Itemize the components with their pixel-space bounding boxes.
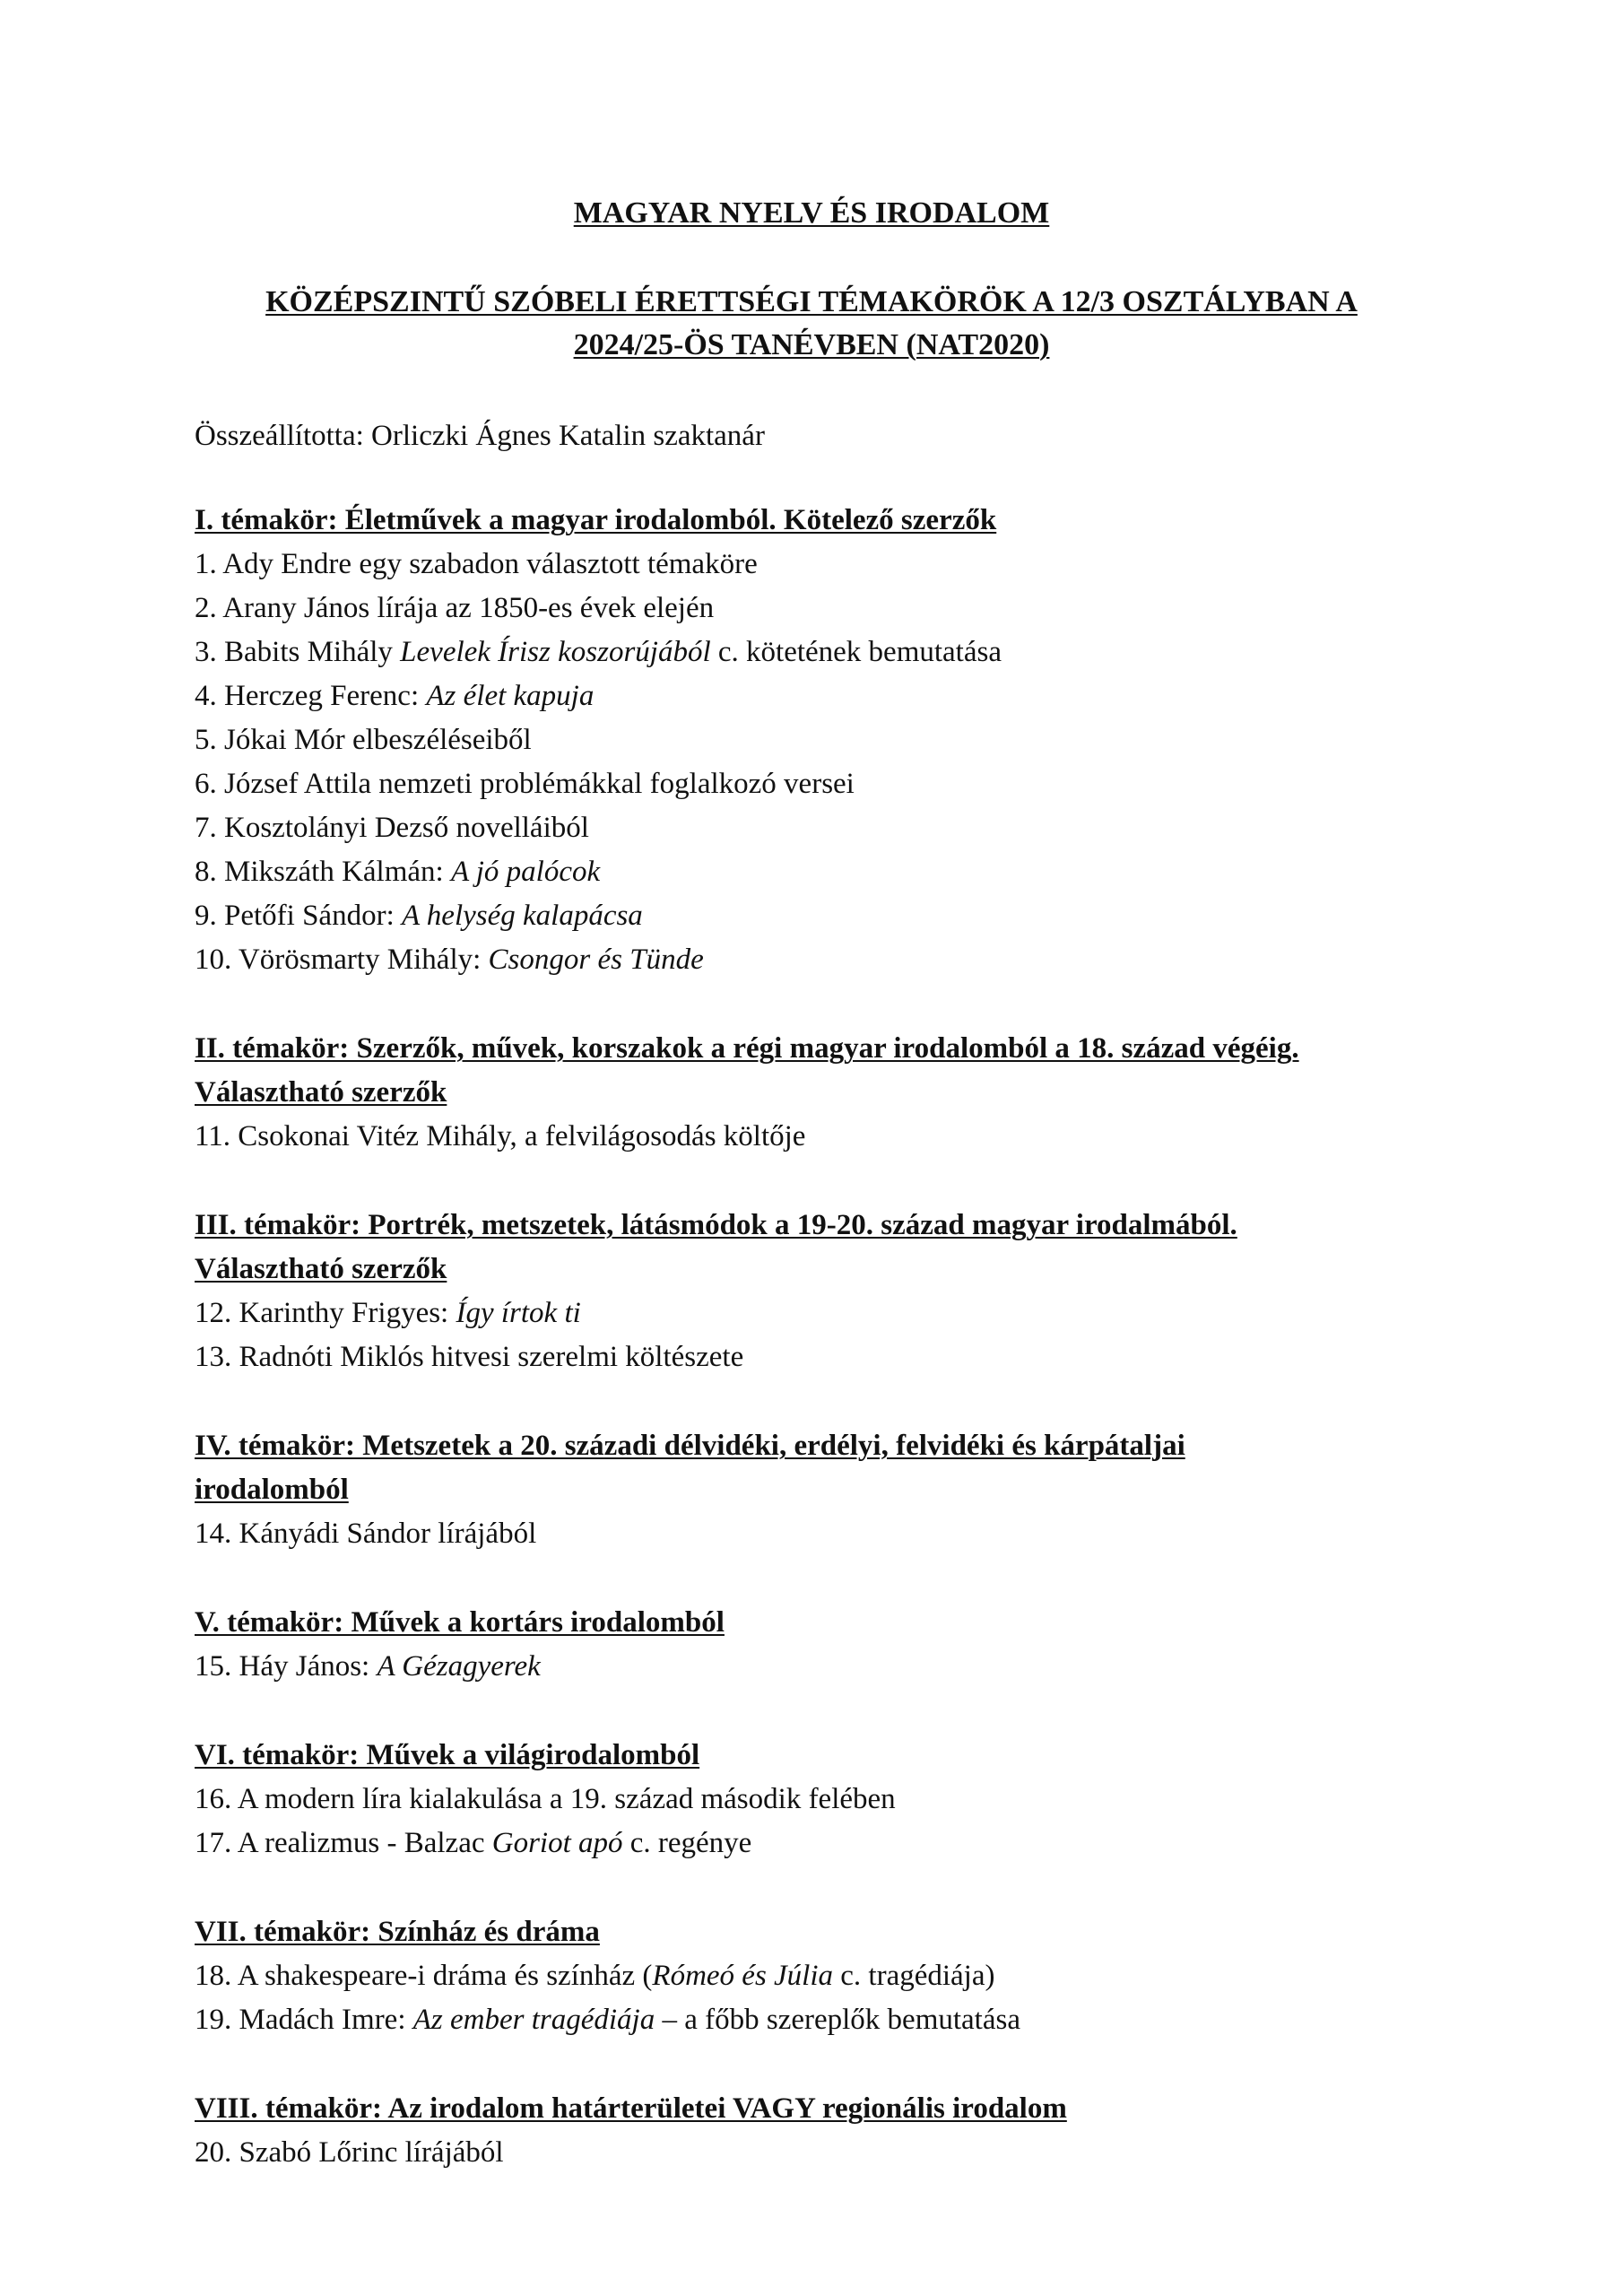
topic-sections (195, 499, 1486, 2220)
subtitle-line-2: 2024/25-ÖS TANÉVBEN (NAT2020) (573, 328, 1050, 361)
topic-item (195, 1292, 1486, 1335)
topic-item (195, 1645, 1486, 1689)
topic-item (195, 850, 1486, 894)
topic-item (195, 1512, 1486, 1556)
topic-item (195, 1998, 1486, 2042)
topic-heading: II. témakör: Szerzők, művek, korszakok a régi magyar irodalomból a 18. század végéig. (195, 1032, 1299, 1065)
item-text-after: c. regénye (622, 1827, 752, 1859)
topic-item (195, 587, 1486, 631)
topic-section (195, 499, 1486, 982)
item-work-title: Goriot apó (491, 1827, 623, 1859)
item-text: Petőfi Sándor: (224, 900, 402, 932)
item-number: 6. (195, 768, 217, 800)
item-work-title: Így írtok ti (456, 1297, 581, 1329)
topic-item (195, 1115, 1486, 1159)
item-number: 10. (195, 944, 232, 976)
item-text: A realizmus - Balzac (237, 1827, 492, 1859)
topic-item (195, 762, 1486, 806)
topic-item (195, 2131, 1486, 2175)
item-number: 13. (195, 1341, 232, 1373)
item-text: Babits Mihály (224, 636, 401, 668)
topic-section (195, 1424, 1486, 1556)
item-text: Herczeg Ferenc: (224, 680, 427, 712)
document-subtitle (0, 281, 1623, 367)
item-text: József Attila nemzeti problémákkal foglalkozó versei (224, 768, 855, 800)
topic-section (195, 1910, 1486, 2042)
topic-item (195, 1822, 1486, 1866)
item-text: Háy János: (239, 1650, 378, 1683)
item-number: 5. (195, 724, 217, 756)
item-work-title: Csongor és Tünde (488, 944, 704, 976)
topic-item (195, 674, 1486, 718)
compiled-by: Összeállította: Orliczki Ágnes Katalin szaktanár (195, 420, 765, 452)
item-text-after: – a főbb szereplők bemutatása (655, 2004, 1020, 2036)
item-number: 8. (195, 856, 217, 888)
item-number: 1. (195, 548, 217, 580)
topic-heading: IV. témakör: Metszetek a 20. századi délvidéki, erdélyi, felvidéki és kárpátaljai (195, 1430, 1185, 1462)
item-text: Karinthy Frigyes: (239, 1297, 456, 1329)
topic-heading: VIII. témakör: Az irodalom határterületei VAGY regionális irodalom (195, 2092, 1067, 2125)
item-work-title: A helység kalapácsa (401, 900, 643, 932)
item-work-title: Levelek Írisz koszorújából (400, 636, 711, 668)
item-text: Madách Imre: (239, 2004, 413, 2036)
item-number: 4. (195, 680, 217, 712)
item-text: Vörösmarty Mihály: (238, 944, 489, 976)
topic-heading: V. témakör: Művek a kortárs irodalomból (195, 1606, 725, 1639)
item-text: Csokonai Vitéz Mihály, a felvilágosodás költője (238, 1120, 806, 1152)
item-number: 7. (195, 812, 217, 844)
item-text-after: c. kötetének bemutatása (710, 636, 1002, 668)
topic-heading: VI. témakör: Művek a világirodalomból (195, 1739, 700, 1771)
item-number: 17. (195, 1827, 232, 1859)
topic-item (195, 938, 1486, 982)
topic-item (195, 1778, 1486, 1822)
item-number: 12. (195, 1297, 232, 1329)
item-number: 20. (195, 2136, 232, 2169)
document-title: MAGYAR NYELV ÉS IRODALOM (573, 196, 1050, 230)
item-text: Mikszáth Kálmán: (224, 856, 451, 888)
item-text: Ady Endre egy szabadon választott témaköre (222, 548, 758, 580)
item-work-title: Az élet kapuja (426, 680, 595, 712)
topic-section (195, 1734, 1486, 1866)
item-text: Kányádi Sándor lírájából (239, 1518, 537, 1550)
item-text: A shakespeare-i dráma és színház ( (237, 1960, 653, 1992)
item-text: Szabó Lőrinc lírájából (239, 2136, 504, 2169)
item-number: 14. (195, 1518, 232, 1550)
topic-heading: Választható szerzők (195, 1076, 447, 1109)
item-number: 11. (195, 1120, 231, 1152)
item-text: A modern líra kialakulása a 19. század második felében (237, 1783, 896, 1815)
topic-heading: irodalomból (195, 1474, 349, 1506)
topic-section (195, 1601, 1486, 1689)
topic-item (195, 894, 1486, 938)
item-number: 18. (195, 1960, 232, 1992)
topic-item (195, 1335, 1486, 1379)
item-text: Kosztolányi Dezső novelláiból (224, 812, 589, 844)
item-work-title: Rómeó és Júlia (652, 1960, 834, 1992)
item-number: 9. (195, 900, 217, 932)
item-number: 16. (195, 1783, 232, 1815)
topic-item (195, 631, 1486, 674)
topic-heading: I. témakör: Életművek a magyar irodalomból. Kötelező szerzők (195, 504, 997, 536)
topic-item (195, 718, 1486, 762)
item-number: 19. (195, 2004, 232, 2036)
item-text: Arany János lírája az 1850-es évek elején (222, 592, 715, 624)
topic-section (195, 1027, 1486, 1159)
item-work-title: Az ember tragédiája (412, 2004, 655, 2036)
item-number: 15. (195, 1650, 232, 1683)
topic-item (195, 543, 1486, 587)
item-work-title: A jó palócok (450, 856, 601, 888)
topic-heading: Választható szerzők (195, 1253, 447, 1285)
topic-item (195, 806, 1486, 850)
topic-section (195, 1204, 1486, 1379)
item-text: Jókai Mór elbeszéléseiből (224, 724, 532, 756)
item-number: 3. (195, 636, 217, 668)
item-work-title: A Gézagyerek (377, 1650, 541, 1683)
item-text: Radnóti Miklós hitvesi szerelmi költészete (239, 1341, 744, 1373)
topic-section (195, 2087, 1486, 2175)
topic-heading: VII. témakör: Színház és dráma (195, 1916, 600, 1948)
item-text-after: c. tragédiája) (833, 1960, 995, 1992)
topic-item (195, 1954, 1486, 1998)
topic-heading: III. témakör: Portrék, metszetek, látásmódok a 19-20. század magyar irodalmából. (195, 1209, 1237, 1241)
item-number: 2. (195, 592, 217, 624)
subtitle-line-1: KÖZÉPSZINTŰ SZÓBELI ÉRETTSÉGI TÉMAKÖRÖK A 12/3 OSZTÁLYBAN A (265, 285, 1358, 318)
